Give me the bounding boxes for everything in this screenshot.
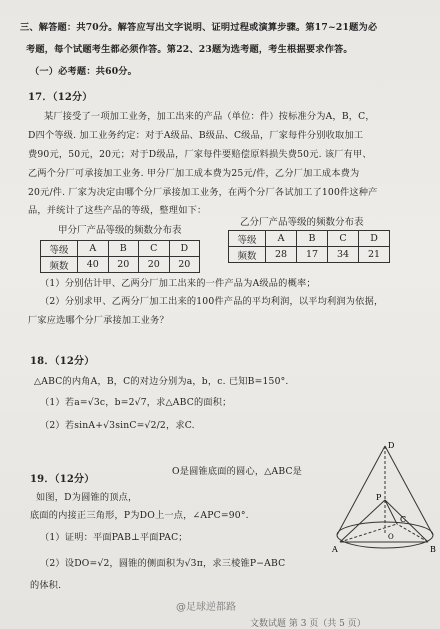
q17-sub-1: （1）分别估计甲、乙两分厂加工出来的一件产品为A级品的概率； [40,278,316,289]
table2-frequency [228,230,390,263]
q17-line-4: 乙两个分厂可承接加工业务. 甲分厂加工成本费为25元/件，乙分厂加工成本费为 [28,168,360,179]
table-cell: 17 [297,247,328,263]
q19-line-2: 底面的内接正三角形，P为DO上一点，∠APC=90°. [30,510,249,521]
q17-sub-2a: （2）分别求甲、乙两分厂加工出来的100件产品的平均利润，以平均利润为依据， [40,296,384,307]
edge-pa [340,500,385,542]
table-cell: 28 [266,247,297,263]
required-part-heading: （一）必考题：共60分。 [30,66,138,77]
q17-line-5: 20元/件. 厂家为决定由哪个分厂承接加工业务，在两个分厂各试加工了100件这种产 [28,187,378,198]
q17-heading: 17．（12分） [28,92,93,103]
table-cell: 频数 [229,247,266,263]
q17-line-2: D四个等级. 加工业务约定：对于A级品、B级品、C级品，厂家每件分别收取加工 [28,130,364,141]
q18-sub-1: （1）若a=√3c，b=2√7，求△ABC的面积； [40,397,232,408]
q18-sub-2: （2）若sinA+√3sinC=√2/2，求C. [40,420,195,431]
table-cell: C [139,241,170,257]
label-b: B [430,545,436,554]
table-cell: 等级 [229,231,266,247]
table-cell: D [169,241,200,257]
table-cell: 34 [328,247,359,263]
table-cell: D [359,231,390,247]
q17-sub-2b: 厂家应选哪个分厂承接加工业务？ [28,315,169,326]
table-cell: C [328,231,359,247]
table1-caption: 甲分厂产品等级的频数分布表 [58,225,182,236]
table-cell: A [78,241,109,257]
table-row [41,257,200,273]
table-cell: 20 [169,257,200,273]
q19-line-5: 的体积. [30,580,62,591]
page-footer: 文数试题 第 3 页（共 5 页） [250,619,366,629]
q19-sub-1: （1）证明：平面PAB⊥平面PAC； [40,532,188,543]
table-cell: 20 [108,257,139,273]
table-row [229,231,390,247]
q19-sub-2: （2）设DO=√2，圆锥的侧面积为√3π，求三棱锥P−ABC [40,558,286,569]
table-cell: 40 [78,257,109,273]
watermark: @足球逆都路 [176,602,236,613]
q19-line-1: 如图，D为圆锥的顶点， [36,492,138,503]
table1-frequency [40,240,200,273]
table-row [229,247,390,263]
table2-caption: 乙分厂产品等级的频数分布表 [240,217,364,228]
label-o: O [388,533,394,541]
section-instruction: 考题，每个试题考生都必须作答。第22、23题为选考题，考生根据要求作答。 [26,44,353,55]
table-cell: 21 [359,247,390,263]
q19-line-0: O是圆锥底面的圆心，△ABC是 [172,466,303,477]
q17-line-6: 品，并统计了这些产品的等级，整理如下： [28,205,207,216]
label-d: D [388,441,395,450]
label-p: P [376,493,382,502]
table-cell: 频数 [41,257,78,273]
table-cell: A [266,231,297,247]
label-a: A [332,545,338,554]
table-row [41,241,200,257]
table-cell: B [297,231,328,247]
section-heading: 三、解答题：共70分。解答应写出文字说明、证明过程或演算步骤。第17~21题为必 [20,22,378,33]
table-cell: B [108,241,139,257]
edge-pc [385,500,397,524]
q17-line-1: 某厂接受了一项加工业务，加工出来的产品（单位：件）按标准分为A，B，C， [44,111,375,122]
cone-figure [330,440,440,560]
label-c: C [400,515,407,524]
q19-heading: 19．（12分） [30,474,95,485]
q17-line-3: 费90元，50元，20元；对于D级品，厂家每件要赔偿原料损失费50元. 该厂有甲、 [28,149,372,160]
q18-heading: 18．（12分） [30,356,95,367]
table-cell: 等级 [41,241,78,257]
table-cell: 20 [139,257,170,273]
q18-line-1: △ABC的内角A，B，C的对边分别为a，b，c. 已知B=150°. [34,376,289,387]
